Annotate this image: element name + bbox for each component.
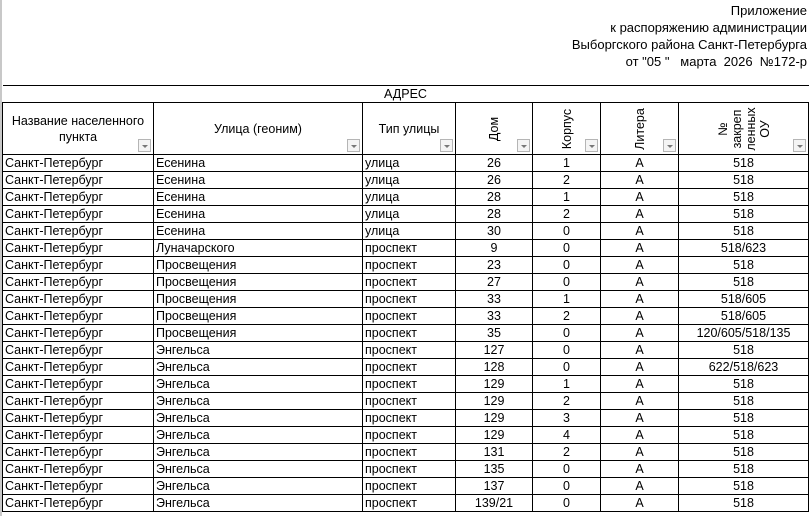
cell-street[interactable]: Есенина	[154, 223, 363, 240]
column-header-label: Дом	[487, 116, 501, 141]
cell-building[interactable]: 2	[533, 444, 601, 461]
cell-assigned-schools[interactable]: 518	[679, 444, 809, 461]
table-row	[3, 308, 809, 325]
cell-building[interactable]: 1	[533, 155, 601, 172]
table-row	[3, 291, 809, 308]
cell-house[interactable]: 33	[456, 308, 533, 325]
filter-dropdown-icon[interactable]	[440, 139, 453, 152]
cell-house[interactable]: 139/21	[456, 495, 533, 512]
cell-building[interactable]: 0	[533, 257, 601, 274]
group-header-address: АДРЕС	[3, 86, 809, 103]
cell-street-type[interactable]: проспект	[363, 427, 456, 444]
cell-letter[interactable]: А	[601, 427, 679, 444]
cell-assigned-schools[interactable]: 518	[679, 172, 809, 189]
cell-building[interactable]: 0	[533, 342, 601, 359]
cell-house[interactable]: 33	[456, 291, 533, 308]
cell-street[interactable]: Энгельса	[154, 495, 363, 512]
cell-locality[interactable]: Санкт-Петербург	[3, 172, 154, 189]
cell-letter[interactable]: А	[601, 291, 679, 308]
cell-house[interactable]: 26	[456, 172, 533, 189]
cell-building[interactable]: 2	[533, 206, 601, 223]
cell-letter[interactable]: А	[601, 393, 679, 410]
caption-line-1: Приложение	[730, 3, 807, 18]
cell-building[interactable]: 4	[533, 427, 601, 444]
cell-street[interactable]: Есенина	[154, 189, 363, 206]
cell-letter[interactable]: А	[601, 274, 679, 291]
cell-street-type[interactable]: проспект	[363, 274, 456, 291]
cell-house[interactable]: 137	[456, 478, 533, 495]
cell-letter[interactable]: А	[601, 376, 679, 393]
cell-house[interactable]: 30	[456, 223, 533, 240]
cell-street-type[interactable]: улица	[363, 189, 456, 206]
cell-locality[interactable]: Санкт-Петербург	[3, 427, 154, 444]
cell-locality[interactable]: Санкт-Петербург	[3, 444, 154, 461]
table-row	[3, 376, 809, 393]
column-header-street-type	[363, 103, 456, 155]
cell-assigned-schools[interactable]: 622/518/623	[679, 359, 809, 376]
cell-street-type[interactable]: проспект	[363, 495, 456, 512]
cell-house[interactable]: 127	[456, 342, 533, 359]
cell-street-type[interactable]: проспект	[363, 240, 456, 257]
column-header-letter	[601, 103, 679, 155]
column-header-label: Корпус	[559, 108, 574, 149]
column-header-label: Литера	[632, 107, 647, 150]
cell-locality[interactable]: Санкт-Петербург	[3, 478, 154, 495]
cell-assigned-schools[interactable]: 518/623	[679, 240, 809, 257]
cell-assigned-schools[interactable]: 518/605	[679, 291, 809, 308]
caption-line-3: Выборгского района Санкт-Петербурга	[571, 37, 807, 52]
cell-house[interactable]: 28	[456, 189, 533, 206]
filter-dropdown-icon[interactable]	[517, 139, 530, 152]
cell-building[interactable]: 0	[533, 478, 601, 495]
cell-locality[interactable]: Санкт-Петербург	[3, 495, 154, 512]
cell-house[interactable]: 26	[456, 155, 533, 172]
cell-building[interactable]: 0	[533, 495, 601, 512]
cell-assigned-schools[interactable]: 518	[679, 410, 809, 427]
cell-building[interactable]: 1	[533, 376, 601, 393]
cell-locality[interactable]: Санкт-Петербург	[3, 274, 154, 291]
cell-street-type[interactable]: улица	[363, 223, 456, 240]
cell-house[interactable]: 28	[456, 206, 533, 223]
column-header-row	[3, 103, 809, 155]
document-caption	[572, 2, 807, 70]
cell-street[interactable]: Энгельса	[154, 393, 363, 410]
cell-letter[interactable]: А	[601, 495, 679, 512]
cell-letter[interactable]: А	[601, 172, 679, 189]
cell-building[interactable]: 2	[533, 393, 601, 410]
cell-assigned-schools[interactable]: 518	[679, 155, 809, 172]
cell-assigned-schools[interactable]: 120/605/518/135	[679, 325, 809, 342]
cell-building[interactable]: 0	[533, 240, 601, 257]
cell-street-type[interactable]: улица	[363, 155, 456, 172]
cell-house[interactable]: 129	[456, 410, 533, 427]
table-row	[3, 495, 809, 512]
cell-building[interactable]: 0	[533, 325, 601, 342]
cell-street[interactable]: Есенина	[154, 155, 363, 172]
cell-street-type[interactable]: проспект	[363, 376, 456, 393]
cell-house[interactable]: 35	[456, 325, 533, 342]
filter-dropdown-icon[interactable]	[347, 139, 360, 152]
table-row	[3, 478, 809, 495]
table-row	[3, 410, 809, 427]
cell-assigned-schools[interactable]: 518	[679, 206, 809, 223]
cell-letter[interactable]: А	[601, 189, 679, 206]
table-row	[3, 359, 809, 376]
cell-locality[interactable]: Санкт-Петербург	[3, 325, 154, 342]
cell-house[interactable]: 131	[456, 444, 533, 461]
cell-building[interactable]: 0	[533, 359, 601, 376]
table-row	[3, 342, 809, 359]
cell-locality[interactable]: Санкт-Петербург	[3, 376, 154, 393]
cell-street-type[interactable]: проспект	[363, 342, 456, 359]
cell-house[interactable]: 129	[456, 427, 533, 444]
column-header-label: Тип улицы	[378, 121, 440, 136]
cell-house[interactable]: 129	[456, 393, 533, 410]
cell-assigned-schools[interactable]: 518	[679, 257, 809, 274]
cell-letter[interactable]: А	[601, 461, 679, 478]
column-header-house	[456, 103, 533, 155]
caption-line-4: от "05 " марта 2026 №172-р	[625, 54, 807, 69]
cell-house[interactable]: 23	[456, 257, 533, 274]
table-row	[3, 325, 809, 342]
filter-dropdown-icon[interactable]	[793, 139, 806, 152]
cell-building[interactable]: 2	[533, 308, 601, 325]
cell-street-type[interactable]: улица	[363, 172, 456, 189]
table-row	[3, 274, 809, 291]
cell-assigned-schools[interactable]: 518	[679, 376, 809, 393]
cell-assigned-schools[interactable]: 518	[679, 393, 809, 410]
cell-assigned-schools[interactable]: 518	[679, 461, 809, 478]
cell-assigned-schools[interactable]: 518/605	[679, 308, 809, 325]
cell-letter[interactable]: А	[601, 308, 679, 325]
cell-letter[interactable]: А	[601, 410, 679, 427]
cell-assigned-schools[interactable]: 518	[679, 189, 809, 206]
cell-street[interactable]: Энгельса	[154, 359, 363, 376]
cell-assigned-schools[interactable]: 518	[679, 274, 809, 291]
cell-building[interactable]: 1	[533, 291, 601, 308]
cell-letter[interactable]: А	[601, 240, 679, 257]
column-header-label: Название населенного пункта	[11, 113, 145, 144]
cell-street[interactable]: Энгельса	[154, 444, 363, 461]
table-row	[3, 155, 809, 172]
cell-letter[interactable]: А	[601, 325, 679, 342]
cell-locality[interactable]: Санкт-Петербург	[3, 223, 154, 240]
cell-assigned-schools[interactable]: 518	[679, 478, 809, 495]
cell-building[interactable]: 2	[533, 172, 601, 189]
cell-locality[interactable]: Санкт-Петербург	[3, 291, 154, 308]
column-header-label: Улица (геоним)	[214, 121, 302, 136]
filter-dropdown-icon[interactable]	[138, 139, 151, 152]
cell-street[interactable]: Энгельса	[154, 410, 363, 427]
cell-assigned-schools[interactable]: 518	[679, 427, 809, 444]
cell-street-type[interactable]: проспект	[363, 444, 456, 461]
cell-letter[interactable]: А	[601, 444, 679, 461]
cell-locality[interactable]: Санкт-Петербург	[3, 308, 154, 325]
table-row	[3, 257, 809, 274]
address-table	[2, 85, 809, 512]
filter-dropdown-icon[interactable]	[585, 139, 598, 152]
column-header-street	[154, 103, 363, 155]
cell-assigned-schools[interactable]: 518	[679, 342, 809, 359]
table-body	[3, 155, 809, 512]
cell-street[interactable]: Энгельса	[154, 478, 363, 495]
cell-street-type[interactable]: проспект	[363, 410, 456, 427]
cell-building[interactable]: 0	[533, 223, 601, 240]
cell-locality[interactable]: Санкт-Петербург	[3, 240, 154, 257]
cell-locality[interactable]: Санкт-Петербург	[3, 393, 154, 410]
cell-street-type[interactable]: улица	[363, 206, 456, 223]
group-header-row	[3, 86, 809, 103]
cell-letter[interactable]: А	[601, 257, 679, 274]
cell-street[interactable]: Просвещения	[154, 291, 363, 308]
cell-locality[interactable]: Санкт-Петербург	[3, 461, 154, 478]
cell-letter[interactable]: А	[601, 223, 679, 240]
table-row	[3, 444, 809, 461]
cell-letter[interactable]: А	[601, 478, 679, 495]
cell-letter[interactable]: А	[601, 155, 679, 172]
table-row	[3, 461, 809, 478]
cell-assigned-schools[interactable]: 518	[679, 495, 809, 512]
cell-letter[interactable]: А	[601, 359, 679, 376]
cell-assigned-schools[interactable]: 518	[679, 223, 809, 240]
cell-house[interactable]: 129	[456, 376, 533, 393]
cell-street-type[interactable]: проспект	[363, 257, 456, 274]
cell-locality[interactable]: Санкт-Петербург	[3, 206, 154, 223]
cell-street-type[interactable]: проспект	[363, 291, 456, 308]
cell-building[interactable]: 1	[533, 189, 601, 206]
cell-street[interactable]: Энгельса	[154, 461, 363, 478]
column-header-label: № закреп ленных ОУ	[715, 106, 772, 151]
cell-house[interactable]: 9	[456, 240, 533, 257]
cell-street[interactable]: Просвещения	[154, 274, 363, 291]
cell-locality[interactable]: Санкт-Петербург	[3, 257, 154, 274]
cell-locality[interactable]: Санкт-Петербург	[3, 410, 154, 427]
table-row	[3, 240, 809, 257]
cell-street[interactable]: Просвещения	[154, 325, 363, 342]
cell-locality[interactable]: Санкт-Петербург	[3, 342, 154, 359]
cell-street-type[interactable]: проспект	[363, 325, 456, 342]
cell-street[interactable]: Энгельса	[154, 376, 363, 393]
cell-building[interactable]: 3	[533, 410, 601, 427]
cell-house[interactable]: 128	[456, 359, 533, 376]
table-row	[3, 223, 809, 240]
cell-street[interactable]: Есенина	[154, 172, 363, 189]
cell-street-type[interactable]: проспект	[363, 308, 456, 325]
column-header-locality	[3, 103, 154, 155]
cell-building[interactable]: 0	[533, 274, 601, 291]
table-row	[3, 189, 809, 206]
caption-line-2: к распоряжению администрации	[610, 20, 807, 35]
cell-street-type[interactable]: проспект	[363, 359, 456, 376]
cell-street[interactable]: Энгельса	[154, 342, 363, 359]
cell-locality[interactable]: Санкт-Петербург	[3, 155, 154, 172]
table-row	[3, 172, 809, 189]
cell-street[interactable]: Энгельса	[154, 427, 363, 444]
column-header-building	[533, 103, 601, 155]
cell-locality[interactable]: Санкт-Петербург	[3, 189, 154, 206]
cell-street-type[interactable]: проспект	[363, 393, 456, 410]
cell-house[interactable]: 135	[456, 461, 533, 478]
cell-letter[interactable]: А	[601, 342, 679, 359]
column-header-assigned-schools	[679, 103, 809, 155]
cell-street-type[interactable]: проспект	[363, 478, 456, 495]
cell-letter[interactable]: А	[601, 206, 679, 223]
table-row	[3, 206, 809, 223]
cell-street[interactable]: Просвещения	[154, 308, 363, 325]
cell-locality[interactable]: Санкт-Петербург	[3, 359, 154, 376]
cell-street[interactable]: Есенина	[154, 206, 363, 223]
filter-dropdown-icon[interactable]	[663, 139, 676, 152]
table-row	[3, 427, 809, 444]
cell-street[interactable]: Просвещения	[154, 257, 363, 274]
cell-building[interactable]: 0	[533, 461, 601, 478]
cell-street[interactable]: Луначарского	[154, 240, 363, 257]
cell-street-type[interactable]: проспект	[363, 461, 456, 478]
cell-house[interactable]: 27	[456, 274, 533, 291]
table-row	[3, 393, 809, 410]
